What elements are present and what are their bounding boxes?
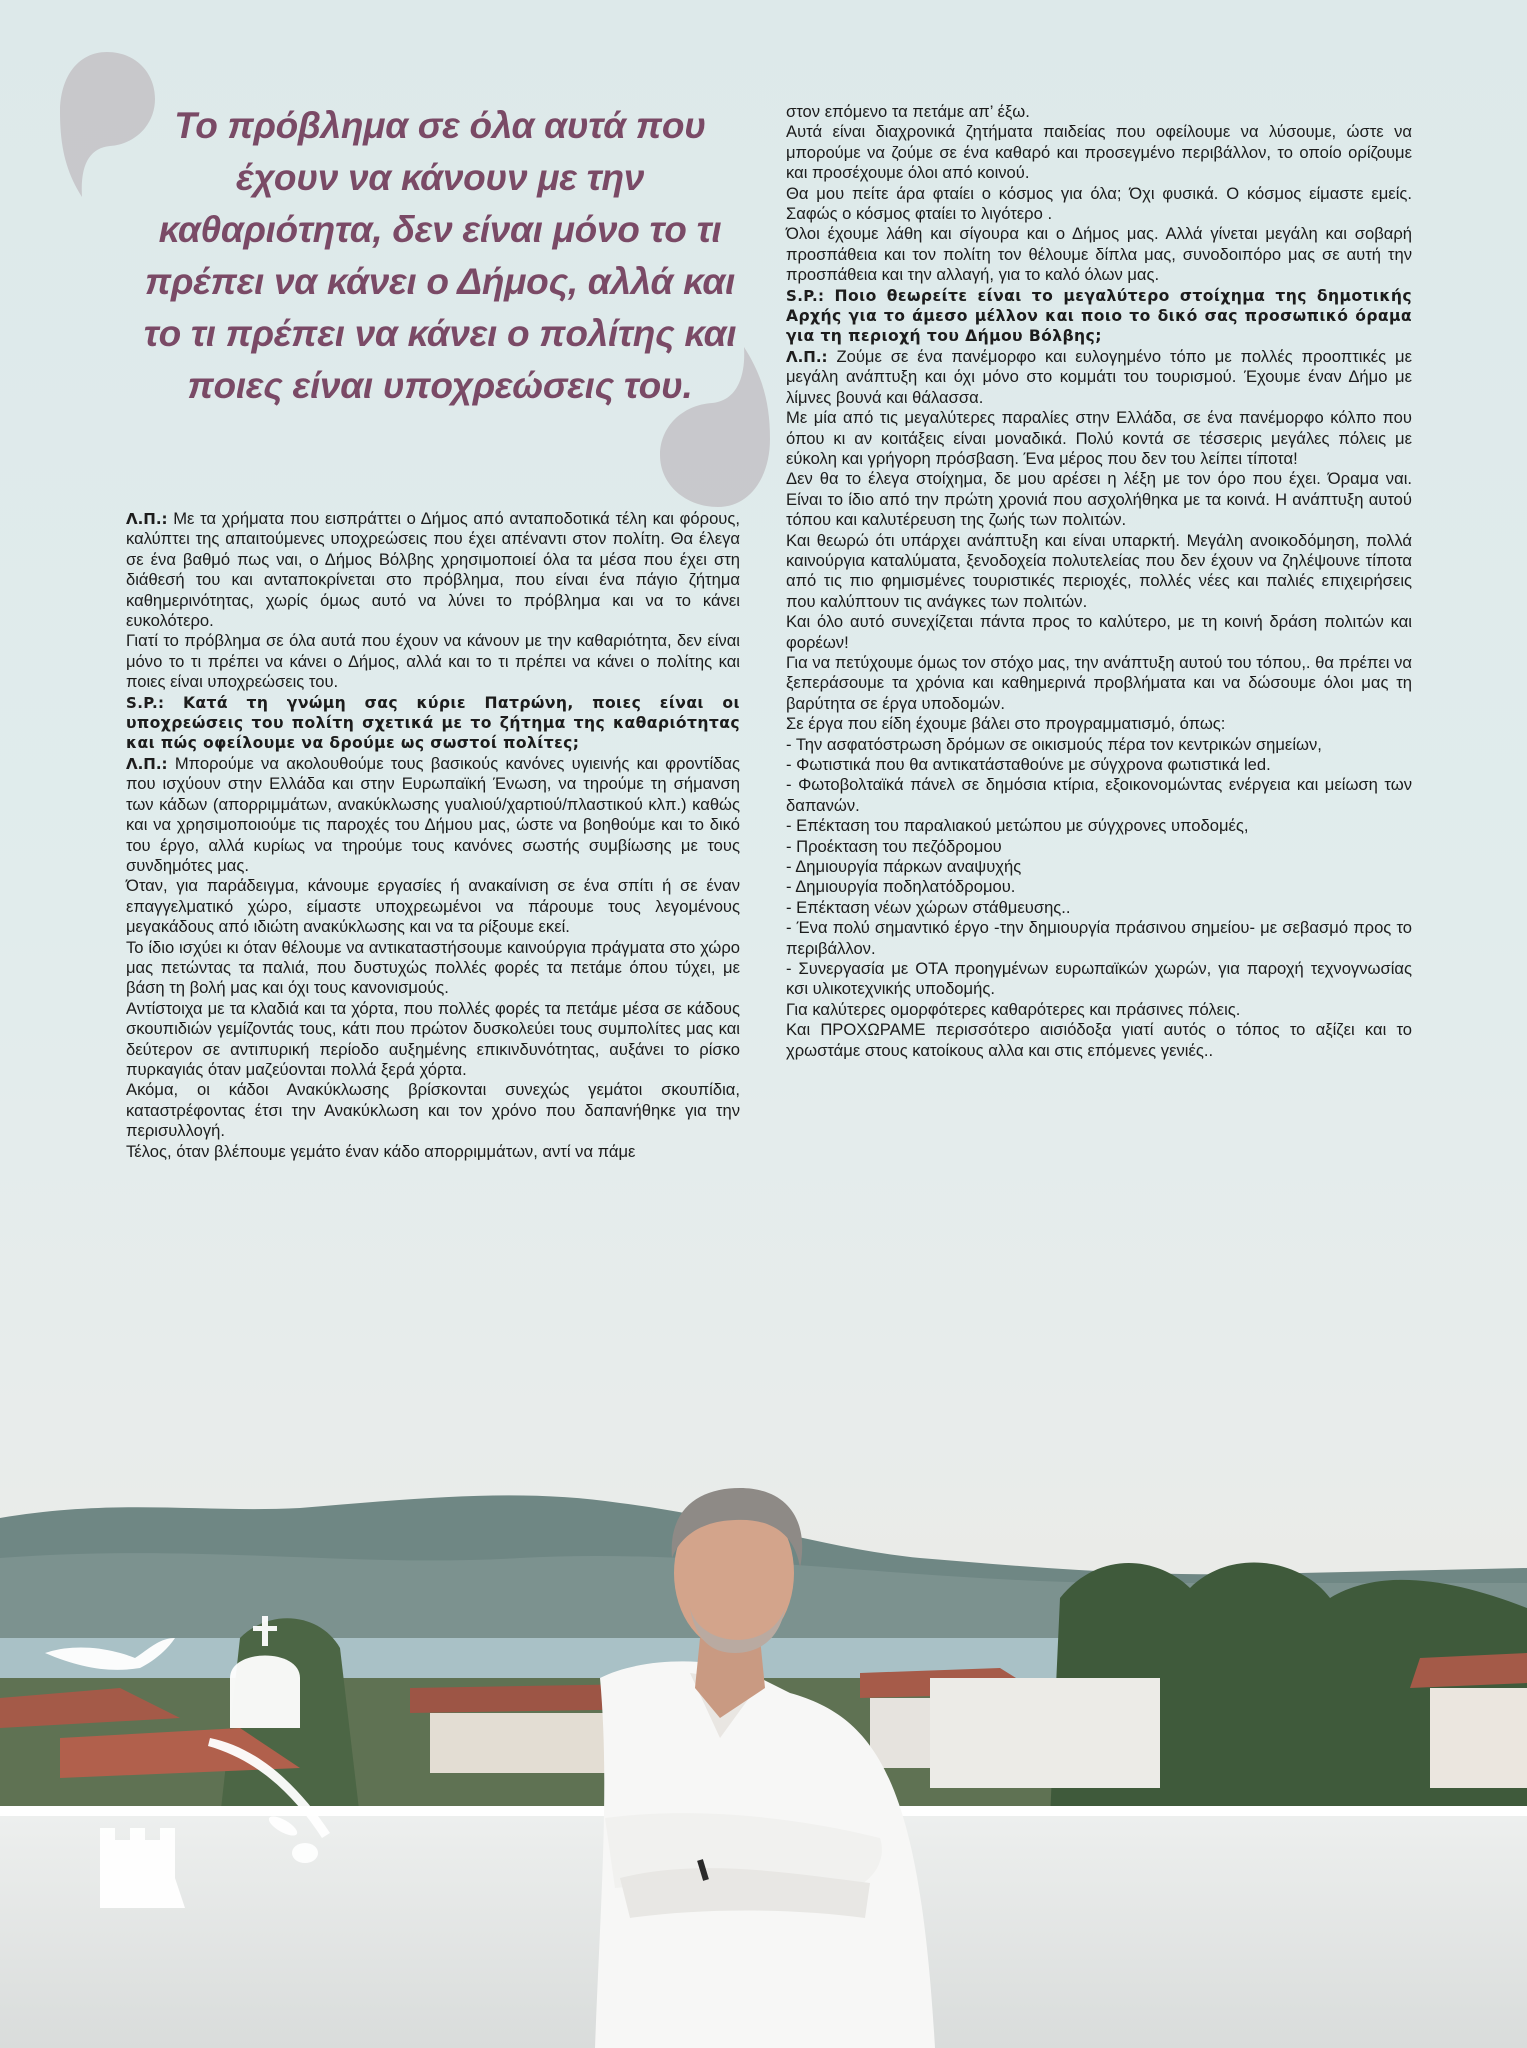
left-text-column xyxy=(126,509,740,1162)
paragraph: Σε έργα που είδη έχουμε βάλει στο προγραμματισμό, όπως: xyxy=(786,714,1226,734)
close-quote-mark-icon xyxy=(660,347,770,507)
project-list-item: - Φωτοβολταϊκά πάνελ σε δημόσια κτίρια, εξοικονομώντας ενέργεια και μείωση των δαπανών. xyxy=(786,775,1412,815)
project-list-item: - Ένα πολύ σημαντικό έργο -την δημιουργία πράσινου σημείου- με σεβασμό προς το περιβάλλον. xyxy=(786,918,1412,958)
paragraph: Θα μου πείτε άρα φταίει ο κόσμος για όλα; Όχι φυσικά. Ο κόσμος είμαστε εμείς. Σαφώς ο κόσμος φταίει το λιγότερο . xyxy=(786,183,1412,224)
paragraph: Όλοι έχουμε λάθη και σίγουρα και ο Δήμος μας. Αλλά γίνεται μεγάλη και σοβαρή προσπάθεια και τον πολίτη τον θέλουμε δίπλα μας, συνοδοιπόρο μας σε αυτή την προσπάθεια και την αλλαγή, για το καλό όλων μας. xyxy=(786,224,1412,285)
paragraph: Δεν θα το έλεγα στοίχημα, δε μου αρέσει η λέξη με τον όρο που έχει. Όραμα ναι. Είναι το ίδιο από την πρώτη χρονιά που ασχολήθηκα με τα κοινά. Η ανάπτυξη αυτού τόπου και καλυτέρευση της ζωής των πολιτών. xyxy=(786,469,1412,530)
paragraph: Με μία από τις μεγαλύτερες παραλίες στην Ελλάδα, σε ένα πανέμορφο κόλπο που όπου κι αν κοιτάξεις είναι μοναδικά. Πολύ κοντά σε τέσσερις μεγάλες πόλεις με εύκολη και γρήγορη πρόσβαση. Ένα μέρος που δεν του λείπει τίποτα! xyxy=(786,408,1412,468)
paragraph: Γιατί το πρόβλημα σε όλα αυτά που έχουν να κάνουν με την καθαριότητα, δεν είναι μόνο το τι πρέπει να κάνει ο Δήμος, αλλά και το τι πρέπει να κάνει ο πολίτης και ποιες είναι υποχρεώσεις του. xyxy=(126,631,740,692)
pull-quote-block xyxy=(60,52,770,452)
answer-paragraph: Λ.Π.: Ζούμε σε ένα πανέμορφο και ευλογημένο τόπο με πολλές προοπτικές με μεγάλη ανάπτυξη και όχι μόνο στο κομμάτι του τουρισμού. Έχουμε έναν Δήμο με λίμνες βουνά και θάλασσα. xyxy=(786,346,1412,407)
project-list-item: - Επέκταση του παραλιακού μετώπου με σύγχρονες υποδομές, xyxy=(786,816,1249,836)
pull-quote-text: Το πρόβλημα σε όλα αυτά που έχουν να κάνουν με την καθαριότητα, δεν είναι μόνο το τι πρέπει να κάνει ο Δήμος, αλλά και το τι πρέπει να κάνει ο πολίτης και ποιες είναι υποχρεώσεις του. xyxy=(143,105,737,406)
answer-paragraph: Λ.Π.: Με τα χρήματα που εισπράττει ο Δήμος από ανταποδοτικά τέλη και φόρους, καλύπτει της απαιτούμενες υποχρεώσεις που έχει απέναντι στον πολίτη. Θα έλεγα σε ένα βαθμό πως ναι, ο Δήμος Βόλβης χρησιμοποιεί όλα τα μέσα που έχει στη διάθεσή του και ανταποκρίνεται στο πρόβλημα, που είναι ένα πάγιο ζήτημα καθημερινότητας, χωρίς όμως αυτό να λύνει το πρόβλημα και να το κάνει ευκολότερο. xyxy=(126,509,740,631)
paragraph: Και ΠΡΟΧΩΡΑΜΕ περισσότερο αισιόδοξα γιατί αυτός ο τόπος το αξίζει και το χρωστάμε στους κατοίκους αλλα και στις επόμενες γενιές.. xyxy=(786,1020,1412,1060)
interviewer-label: S.P.: xyxy=(126,693,165,712)
project-list-item: - Δημιουργία πάρκων αναψυχής xyxy=(786,857,1022,877)
project-list-item: - Την ασφατόστρωση δρόμων σε οικισμούς πέρα τον κεντρικών σημείων, xyxy=(786,734,1322,754)
project-list-item: - Συνεργασία με ΟΤΑ προηγμένων ευρωπαϊκών χωρών, για παροχή τεχνογνωσίας κσι υλικοτεχνικής υποδομής. xyxy=(786,959,1412,999)
right-text-column xyxy=(786,102,1412,1061)
paragraph: Και όλο αυτό συνεχίζεται πάντα προς το καλύτερο, με τη κοινή δράση πολιτών και φορέων! xyxy=(786,612,1412,652)
paragraph: Ακόμα, οι κάδοι Ανακύκλωσης βρίσκονται συνεχώς γεμάτοι σκουπίδια, καταστρέφοντας έτσι την Ανακύκλωση και τον χρόνο που δαπανήθηκε για την περισυλλογή. xyxy=(126,1080,740,1141)
paragraph: Όταν, για παράδειγμα, κάνουμε εργασίες ή ανακαίνιση σε ένα σπίτι ή σε έναν επαγγελματικό χώρο, είμαστε υποχρεωμένοι να πάρουμε τους λεγομένους μεγακάδους από ιδιώτη ανακύκλωσης και να τα ρίξουμε εκεί. xyxy=(126,876,740,937)
paragraph: Για καλύτερες ομορφότερες καθαρότερες και πράσινες πόλεις. xyxy=(786,999,1241,1019)
speaker-label: Λ.Π.: xyxy=(786,347,828,366)
paragraph: στον επόμενο τα πετάμε απ’ έξω. xyxy=(786,102,1030,121)
project-list-item: - Δημιουργία ποδηλατόδρομου. xyxy=(786,877,1016,897)
paragraph: Τέλος, όταν βλέπουμε γεμάτο έναν κάδο απορριμμάτων, αντί να πάμε xyxy=(126,1141,636,1161)
interview-question: S.P.: Κατά τη γνώμη σας κύριε Πατρώνη, ποιες είναι οι υποχρεώσεις του πολίτη σχετικά με το ζήτημα της καθαριότητας και πώς οφείλουμε να δρούμε ως σωστοί πολίτες; xyxy=(126,693,740,753)
project-list-item: - Επέκταση νέων χώρων στάθμευσης.. xyxy=(786,897,1071,917)
interviewer-label: S.P.: xyxy=(786,286,825,305)
landscape-portrait-photo xyxy=(0,1488,1527,2048)
project-list-item: - Φωτιστικά που θα αντικατάσταθούνε με σύγχρονα φωτιστικά led. xyxy=(786,755,1271,774)
paragraph: Και θεωρώ ότι υπάρχει ανάπτυξη και είναι υπαρκτή. Μεγάλη ανοικοδόμηση, πολλά καινούργια καταλύματα, ξενοδοχεία πολυτελείας που δεν έχουν να ζηλέψουνε τίποτα από τις πιο φημισμένες τουριστικές περιοχές, πολλές νέες και παλιές επιχειρήσεις που καλύπτουν τις ανάγκες των πολιτών. xyxy=(786,530,1412,611)
paragraph: Αντίστοιχα με τα κλαδιά και τα χόρτα, που πολλές φορές τα πετάμε μέσα σε κάδους σκουπιδιών γεμίζοντάς τους, κάτι που πρώτον δυσκολεύει τους συμπολίτες μας και δεύτερον σε αντιπυρική περίοδο αυξημένης επικινδυνότητας, αυξάνει το ρίσκο πυρκαγιάς όταν μαζεύονται πολλά ξερά χόρτα. xyxy=(126,998,740,1079)
paragraph: Αυτά είναι διαχρονικά ζητήματα παιδείας που οφείλουμε να λύσουμε, ώστε να μπορούμε να ζούμε σε ένα καθαρό και προσεγμένο περιβάλλον, το οποίο ορίζουμε και προσέχουμε όλοι από κοινού. xyxy=(786,122,1412,183)
paragraph: Για να πετύχουμε όμως τον στόχο μας, την ανάπτυξη αυτού του τόπου,. θα πρέπει να ξεπεράσουμε τα χρόνια και καθημερινά προβλήματα και να δώσουμε όλοι μας τη βαρύτητα σε έργα υποδομών. xyxy=(786,652,1412,713)
project-list-item: - Προέκταση του πεζόδρομου xyxy=(786,836,1002,856)
speaker-label: Λ.Π.: xyxy=(126,510,168,528)
answer-paragraph: Λ.Π.: Μπορούμε να ακολουθούμε τους βασικούς κανόνες υγιεινής και φροντίδας που ισχύουν στην Ελλάδα και στην Ευρωπαϊκή Ένωση, να τηρούμε τη σήμανση των κάδων (απορριμμάτων, ανακύκλωσης γυαλιού/χαρτιού/πλαστικού κλπ.) καθώς και να χρησιμοποιούμε τις παροχές του Δήμου μας, ώστε να βοηθούμε και το δικό του έργο, αλλά κυρίως να τηρούμε τους κανόνες σωστής συμβίωσης με τους συνδημότες μας. xyxy=(126,753,740,875)
photo-illustration xyxy=(0,1488,1527,2048)
interview-question: S.P.: Ποιο θεωρείτε είναι το μεγαλύτερο στοίχημα της δημοτικής Αρχής για το άμεσο μέλλον και ποιο το δικό σας προσωπικό όραμα για τη περιοχή του Δήμου Βόλβης; xyxy=(786,286,1412,346)
paragraph: Το ίδιο ισχύει κι όταν θέλουμε να αντικαταστήσουμε καινούργια πράγματα στο χώρο μας πετώντας τα παλιά, που δυστυχώς πολλές φορές τα πετάμε όπου τύχει, με βάση τη βολή μας και όχι τους κανονισμούς. xyxy=(126,937,740,998)
speaker-label: Λ.Π.: xyxy=(126,754,168,773)
decorative-castle-tower-icon xyxy=(100,1828,185,1908)
